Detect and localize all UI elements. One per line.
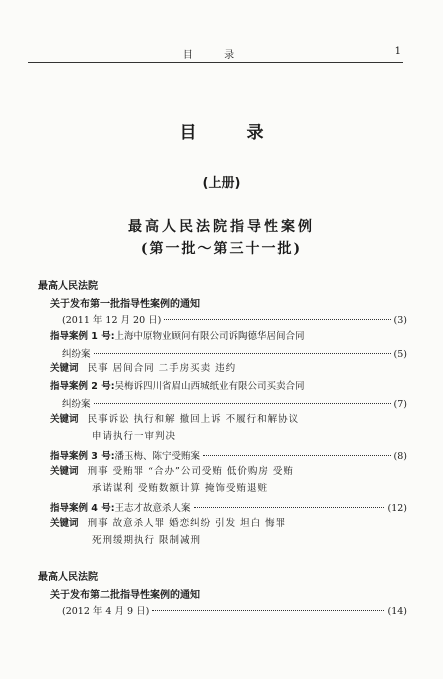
collection-range: (第一批～第三十一批): [140, 241, 303, 257]
batch2-date: (2012 年 4 月 9 日): [62, 606, 150, 617]
page-ref: (14): [387, 606, 407, 617]
case3-entry[interactable]: [50, 448, 407, 462]
collection-title: 最高人民法院指导性案例: [128, 219, 315, 235]
case1-label: 指导案例 1 号:: [50, 331, 115, 342]
page-ref: (7): [393, 399, 407, 410]
case4-title: 王志才故意杀人案: [114, 503, 191, 514]
keyword-terms-cont: 承诺谋利 受贿数额计算 掩饰受贿退赃: [92, 483, 269, 494]
keyword-terms-cont: 死刑缓期执行 限制减刑: [92, 535, 202, 546]
leader-dots: [94, 402, 391, 404]
keyword-terms-cont: 申请执行一审判决: [92, 431, 177, 442]
leader-dots: [203, 454, 390, 456]
page-title: 目 录: [179, 123, 286, 143]
case2-keywords-cont: [92, 430, 176, 444]
batch2-court: 最高人民法院: [38, 572, 98, 583]
case4-keywords: [50, 517, 286, 531]
keyword-terms: 刑事 故意杀人罪 婚恋纠纷 引发 坦白 悔罪: [87, 518, 287, 529]
header-page-number: 1: [394, 46, 401, 57]
leader-dots: [164, 318, 390, 320]
leader-dots: [94, 352, 391, 354]
case4-keywords-cont: [92, 534, 201, 548]
keyword-terms: 刑事 受贿罪 “合办”公司受贿 低价购房 受贿: [87, 466, 294, 477]
case2-title: 吴梅诉四川省眉山西城纸业有限公司买卖合同: [114, 381, 305, 392]
case3-label: 指导案例 3 号:: [50, 451, 115, 462]
page-ref: (3): [393, 315, 407, 326]
keyword-label: 关键词: [50, 466, 79, 477]
case3-title: 潘玉梅、陈宁受贿案: [114, 451, 201, 462]
case1-keywords: [50, 362, 236, 376]
batch2-date-entry[interactable]: [62, 603, 407, 617]
batch1-court: 最高人民法院: [38, 281, 98, 292]
keyword-label: 关键词: [50, 363, 79, 374]
case4-entry[interactable]: [50, 500, 407, 514]
case4-label: 指导案例 4 号:: [50, 503, 115, 514]
volume-label: (上册): [202, 176, 241, 191]
case2-title-cont: 纠纷案: [62, 399, 91, 410]
case2-entry[interactable]: [50, 380, 305, 394]
running-header: [28, 44, 403, 63]
keyword-terms: 民事诉讼 执行和解 撤回上诉 不履行和解协议: [87, 414, 300, 425]
batch2-notice: 关于发布第二批指导性案例的通知: [50, 590, 200, 601]
case3-keywords: [50, 465, 294, 479]
page-ref: (8): [393, 451, 407, 462]
batch1-notice: 关于发布第一批指导性案例的通知: [50, 299, 200, 310]
header-title: 目 录: [182, 50, 249, 61]
case2-keywords: [50, 413, 299, 427]
leader-dots: [152, 609, 384, 611]
batch1-date: (2011 年 12 月 20 日): [62, 315, 162, 326]
case2-label: 指导案例 2 号:: [50, 381, 115, 392]
page-ref: (5): [393, 349, 407, 360]
batch1-date-entry[interactable]: [62, 312, 407, 326]
case1-entry-cont[interactable]: [62, 346, 407, 360]
leader-dots: [194, 506, 385, 508]
case3-keywords-cont: [92, 482, 268, 496]
case1-title: 上海中原物业顾问有限公司诉陶德华居间合同: [114, 331, 305, 342]
keyword-terms: 民事 居间合同 二手房买卖 违约: [87, 363, 237, 374]
page-ref: (12): [387, 503, 407, 514]
case2-entry-cont[interactable]: [62, 396, 407, 410]
case1-title-cont: 纠纷案: [62, 349, 91, 360]
case1-entry[interactable]: [50, 330, 305, 344]
keyword-label: 关键词: [50, 518, 79, 529]
keyword-label: 关键词: [50, 414, 79, 425]
